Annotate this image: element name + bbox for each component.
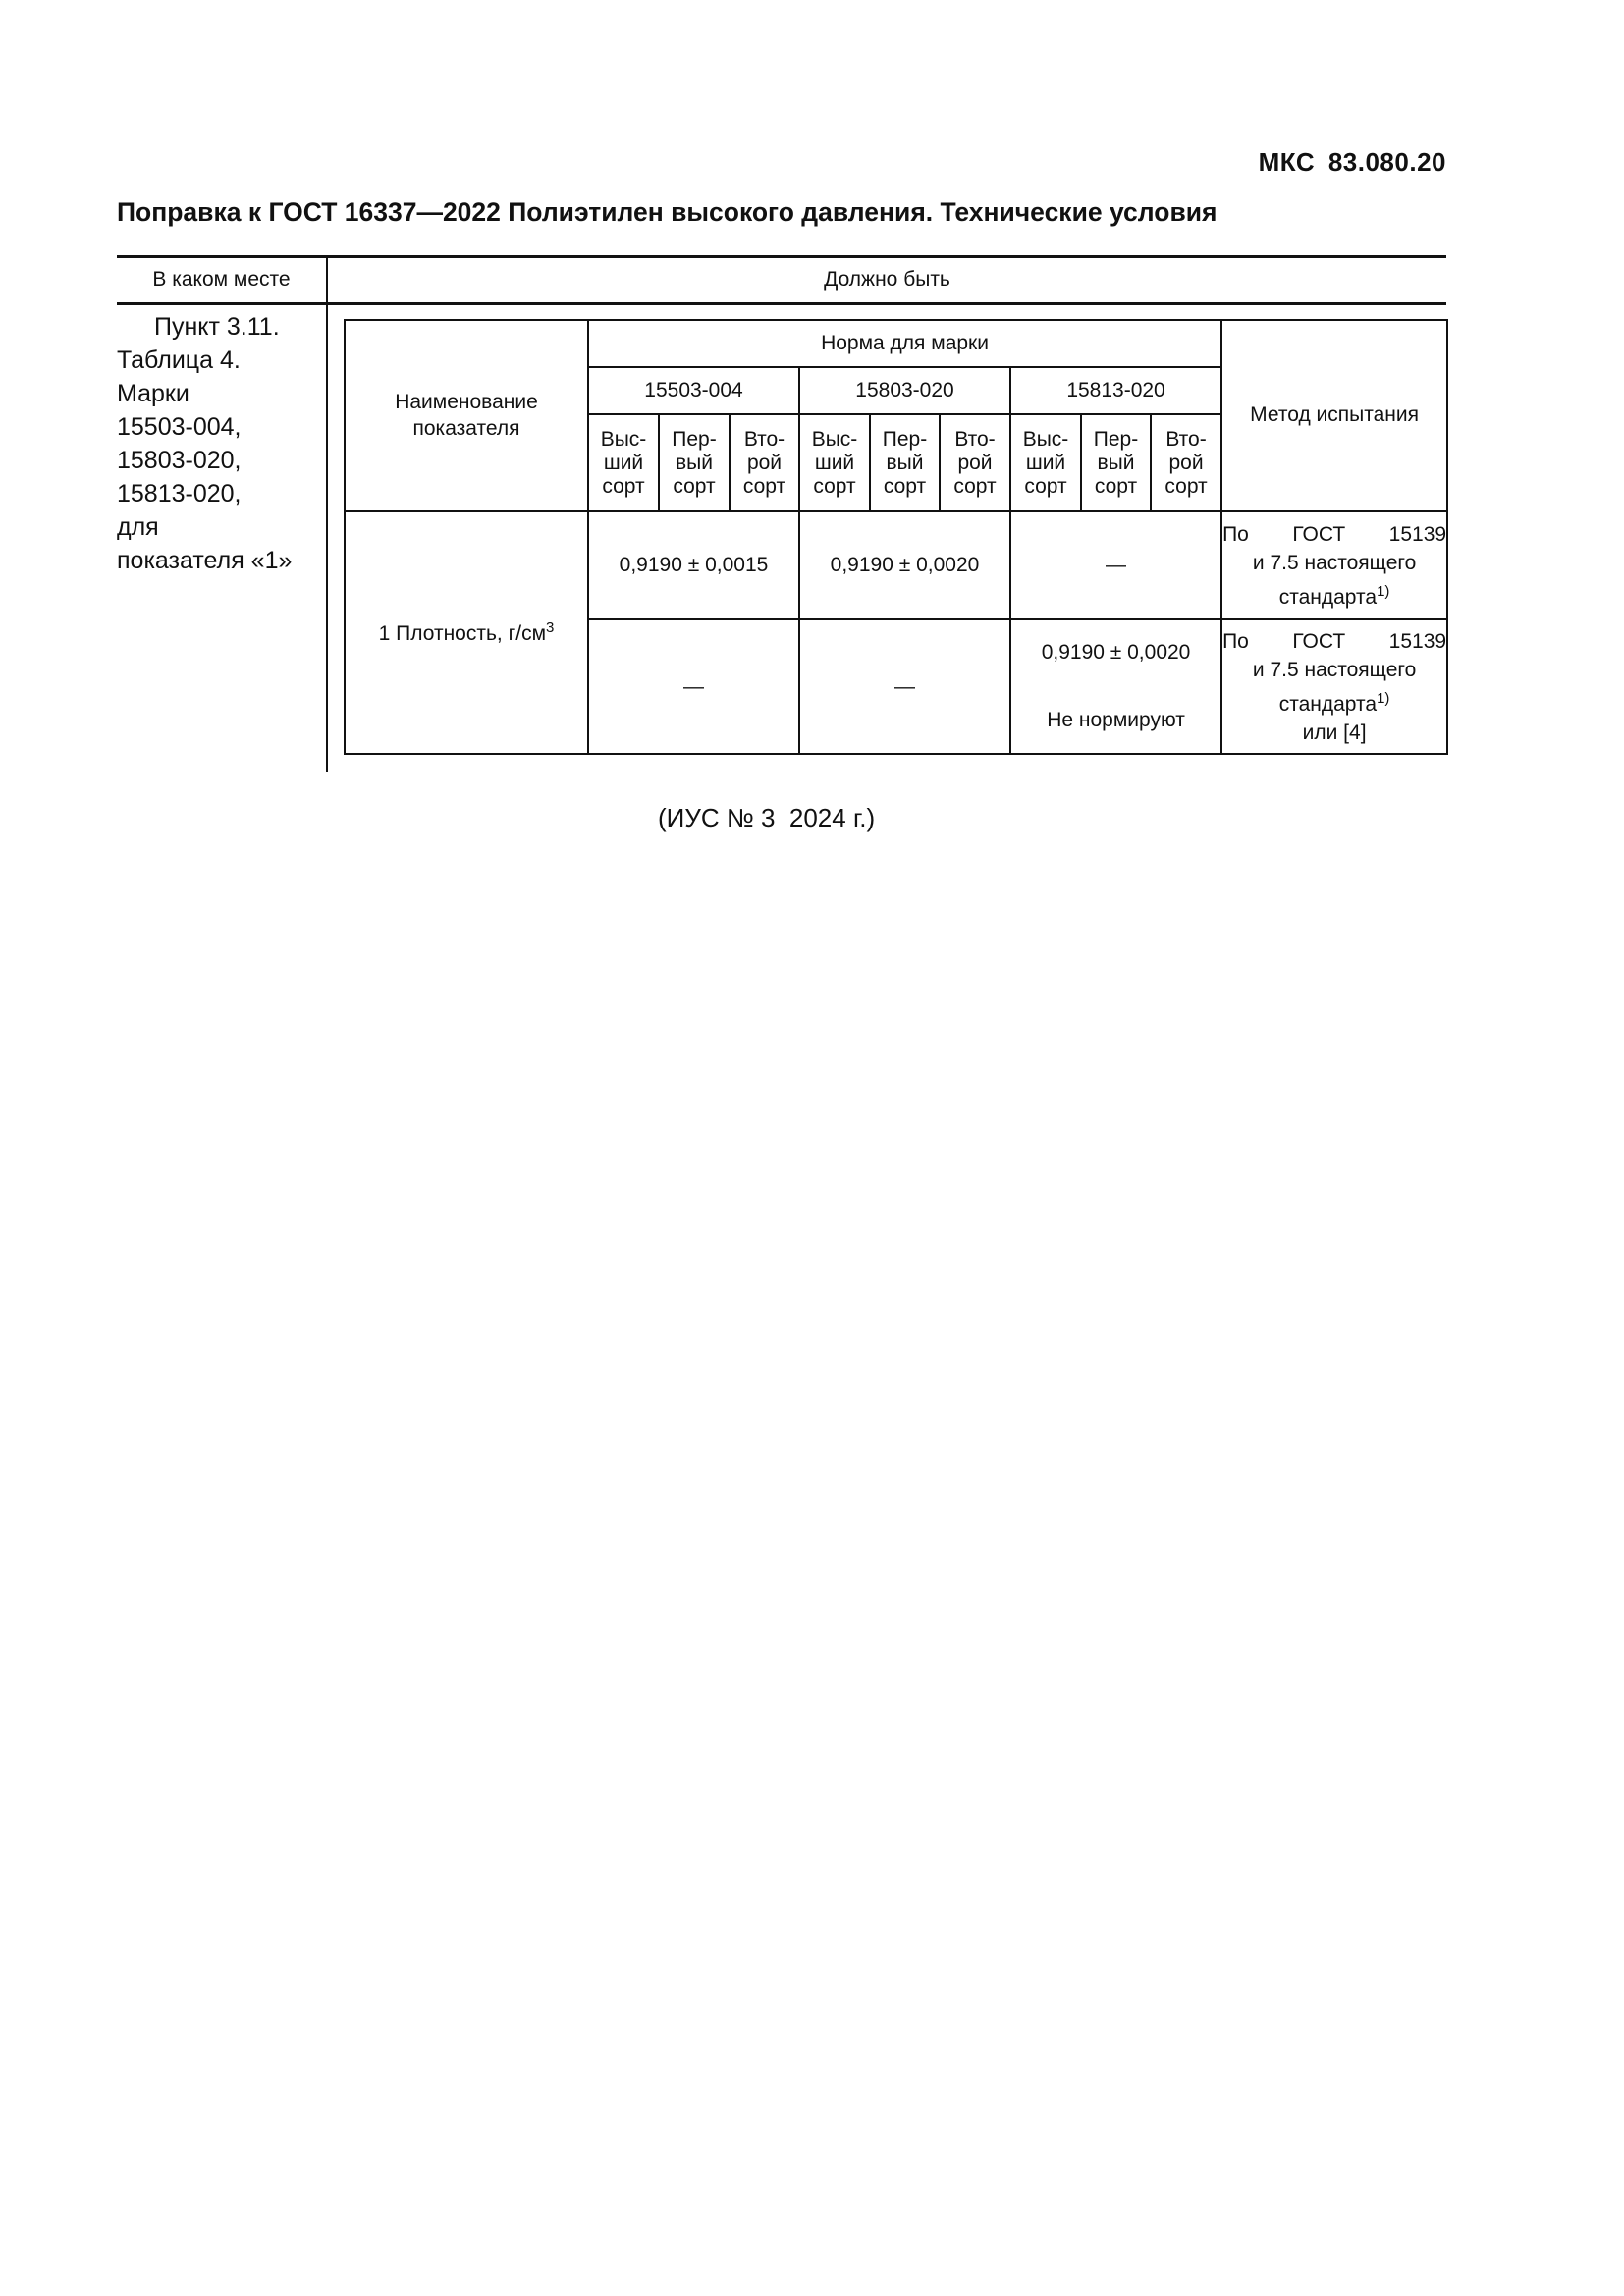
grade-header: Вто- рой сорт bbox=[730, 414, 799, 510]
where-line: Таблица 4. bbox=[117, 347, 241, 374]
brand-header: 15803-020 bbox=[799, 367, 1010, 414]
grade-header: Выс- ший сорт bbox=[1010, 414, 1081, 510]
grade-header: Выс- ший сорт bbox=[799, 414, 870, 510]
value-cell: 0,9190 ± 0,0015 bbox=[588, 511, 799, 620]
where-line: 15803-020, bbox=[117, 447, 242, 474]
col-where-header: В каком месте bbox=[152, 268, 291, 291]
header-rule bbox=[117, 302, 1446, 305]
value-cell: — bbox=[799, 619, 1010, 754]
norm-header: Норма для марки bbox=[588, 320, 1221, 367]
value-cell bbox=[1010, 619, 1221, 754]
where-line: для bbox=[117, 513, 159, 541]
method-line bbox=[1222, 627, 1446, 656]
grade-header: Вто- рой сорт bbox=[940, 414, 1010, 510]
footnote-mark: 1) bbox=[1377, 582, 1390, 600]
method-alt: или [4] bbox=[1302, 721, 1367, 744]
where-line: показателя «1» bbox=[117, 547, 293, 574]
method-rest: и 7.5 настоящего стандарта bbox=[1252, 551, 1417, 609]
grade-header: Пер- вый сорт bbox=[1081, 414, 1151, 510]
grade-header: Вто- рой сорт bbox=[1151, 414, 1221, 510]
brand-header: 15813-020 bbox=[1010, 367, 1221, 414]
where-line: Марки bbox=[117, 380, 189, 407]
method-word: ГОСТ bbox=[1292, 522, 1346, 546]
brand-header: 15503-004 bbox=[588, 367, 799, 414]
value-cell: — bbox=[588, 619, 799, 754]
classification-code: МКС 83.080.20 bbox=[1258, 147, 1446, 177]
method-word: По bbox=[1222, 522, 1249, 546]
norms-table bbox=[344, 319, 1448, 755]
where-line: Пункт 3.11. bbox=[154, 313, 280, 341]
grade-header: Пер- вый сорт bbox=[870, 414, 940, 510]
unit-superscript: 3 bbox=[546, 618, 555, 636]
column-divider bbox=[326, 255, 328, 772]
method-rest: и 7.5 настоящего стандарта bbox=[1252, 658, 1417, 716]
method-word: 15139 bbox=[1388, 522, 1447, 546]
grade-header: Выс- ший сорт bbox=[588, 414, 659, 510]
ius-note: (ИУС № 3 2024 г.) bbox=[658, 803, 876, 832]
method-cell bbox=[1221, 511, 1447, 620]
where-cell bbox=[117, 310, 325, 577]
method-word: ГОСТ bbox=[1292, 629, 1346, 653]
col-should-be-header: Должно быть bbox=[824, 268, 950, 291]
method-header: Метод испытания bbox=[1221, 320, 1447, 511]
value-cell: — bbox=[1010, 511, 1221, 620]
method-cell bbox=[1221, 619, 1447, 754]
value-cell: 0,9190 ± 0,0020 bbox=[799, 511, 1010, 620]
amendment-table bbox=[117, 255, 1446, 772]
footnote-mark: 1) bbox=[1377, 689, 1390, 707]
not-normalized-text: Не нормируют bbox=[1047, 709, 1185, 732]
indicator-text: 1 Плотность, г/см bbox=[378, 621, 547, 645]
where-line: 15813-020, bbox=[117, 480, 242, 507]
method-line bbox=[1222, 520, 1446, 549]
top-rule bbox=[117, 255, 1446, 258]
where-line: 15503-004, bbox=[117, 413, 242, 441]
grade-header: Пер- вый сорт bbox=[659, 414, 730, 510]
method-word: 15139 bbox=[1388, 629, 1447, 653]
document-title: Поправка к ГОСТ 16337—2022 Полиэтилен высокого давления. Технические условия bbox=[117, 197, 1218, 227]
indicator-header: Наименование показателя bbox=[345, 320, 588, 511]
method-word: По bbox=[1222, 629, 1249, 653]
indicator-cell bbox=[345, 511, 588, 754]
value-text: 0,9190 ± 0,0020 bbox=[1041, 641, 1191, 665]
